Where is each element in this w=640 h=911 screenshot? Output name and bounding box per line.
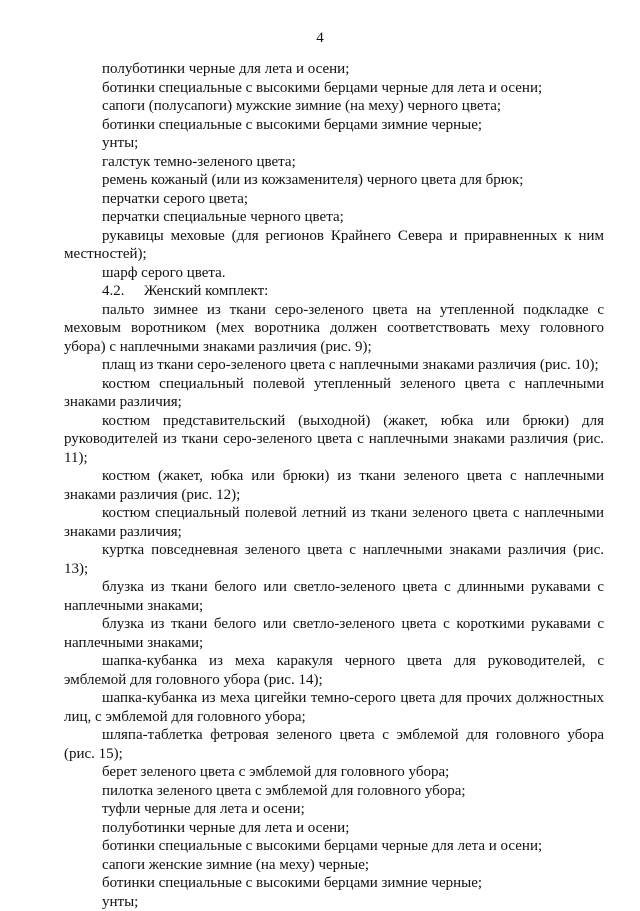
list-item: шляпа-таблетка фетровая зеленого цвета с эмблемой для головного убора (рис. 15); [64,726,604,763]
list-item: куртка повседневная зеленого цвета с наплечными знаками различия (рис. 13); [64,541,604,578]
section-number: 4.2. [102,282,144,301]
list-item: пилотка зеленого цвета с эмблемой для головного убора; [64,782,604,801]
list-item: унты; [64,893,604,911]
section-heading [64,282,604,301]
list-item: блузка из ткани белого или светло-зеленого цвета с длинными рукавами с наплечными знаками; [64,578,604,615]
list-item: полуботинки черные для лета и осени; [64,819,604,838]
list-item: галстук темно-зеленого цвета; [64,153,604,172]
list-item: сапоги (полусапоги) мужские зимние (на меху) черного цвета; [64,97,604,116]
list-item: ботинки специальные с высокими берцами черные для лета и осени; [64,79,604,98]
list-item: шапка-кубанка из меха цигейки темно-серого цвета для прочих должностных лиц, с эмблемой для головного убора; [64,689,604,726]
list-item: перчатки серого цвета; [64,190,604,209]
document-body [64,60,604,911]
list-item: ботинки специальные с высокими берцами зимние черные; [64,874,604,893]
list-item: туфли черные для лета и осени; [64,800,604,819]
list-item: блузка из ткани белого или светло-зеленого цвета с короткими рукавами с наплечными знаками; [64,615,604,652]
list-item: шарф серого цвета. [64,264,604,283]
list-item: ботинки специальные с высокими берцами зимние черные; [64,116,604,135]
list-item: унты; [64,134,604,153]
list-item: шапка-кубанка из меха каракуля черного цвета для руководителей, с эмблемой для головного убора (рис. 14); [64,652,604,689]
list-item: ботинки специальные с высокими берцами черные для лета и осени; [64,837,604,856]
list-item: костюм специальный полевой утепленный зеленого цвета с наплечными знаками различия; [64,375,604,412]
page-number: 4 [0,30,640,47]
section-title: Женский комплект: [144,283,268,299]
list-item: костюм специальный полевой летний из ткани зеленого цвета с наплечными знаками различия; [64,504,604,541]
list-item: полуботинки черные для лета и осени; [64,60,604,79]
list-item: ремень кожаный (или из кожзаменителя) черного цвета для брюк; [64,171,604,190]
list-item: пальто зимнее из ткани серо-зеленого цвета на утепленной подкладке с меховым воротником (мех воротника должен соответствовать меху головного убора) с наплечными знаками различия (рис. 9); [64,301,604,357]
list-item: костюм (жакет, юбка или брюки) из ткани зеленого цвета с наплечными знаками различия (рис. 12); [64,467,604,504]
list-item: рукавицы меховые (для регионов Крайнего Севера и приравненных к ним местностей); [64,227,604,264]
list-item: сапоги женские зимние (на меху) черные; [64,856,604,875]
list-item: берет зеленого цвета с эмблемой для головного убора; [64,763,604,782]
list-item: плащ из ткани серо-зеленого цвета с наплечными знаками различия (рис. 10); [64,356,604,375]
list-item: перчатки специальные черного цвета; [64,208,604,227]
list-item: костюм представительский (выходной) (жакет, юбка или брюки) для руководителей из ткани серо-зеленого цвета с наплечными знаками различия (рис. 11); [64,412,604,468]
